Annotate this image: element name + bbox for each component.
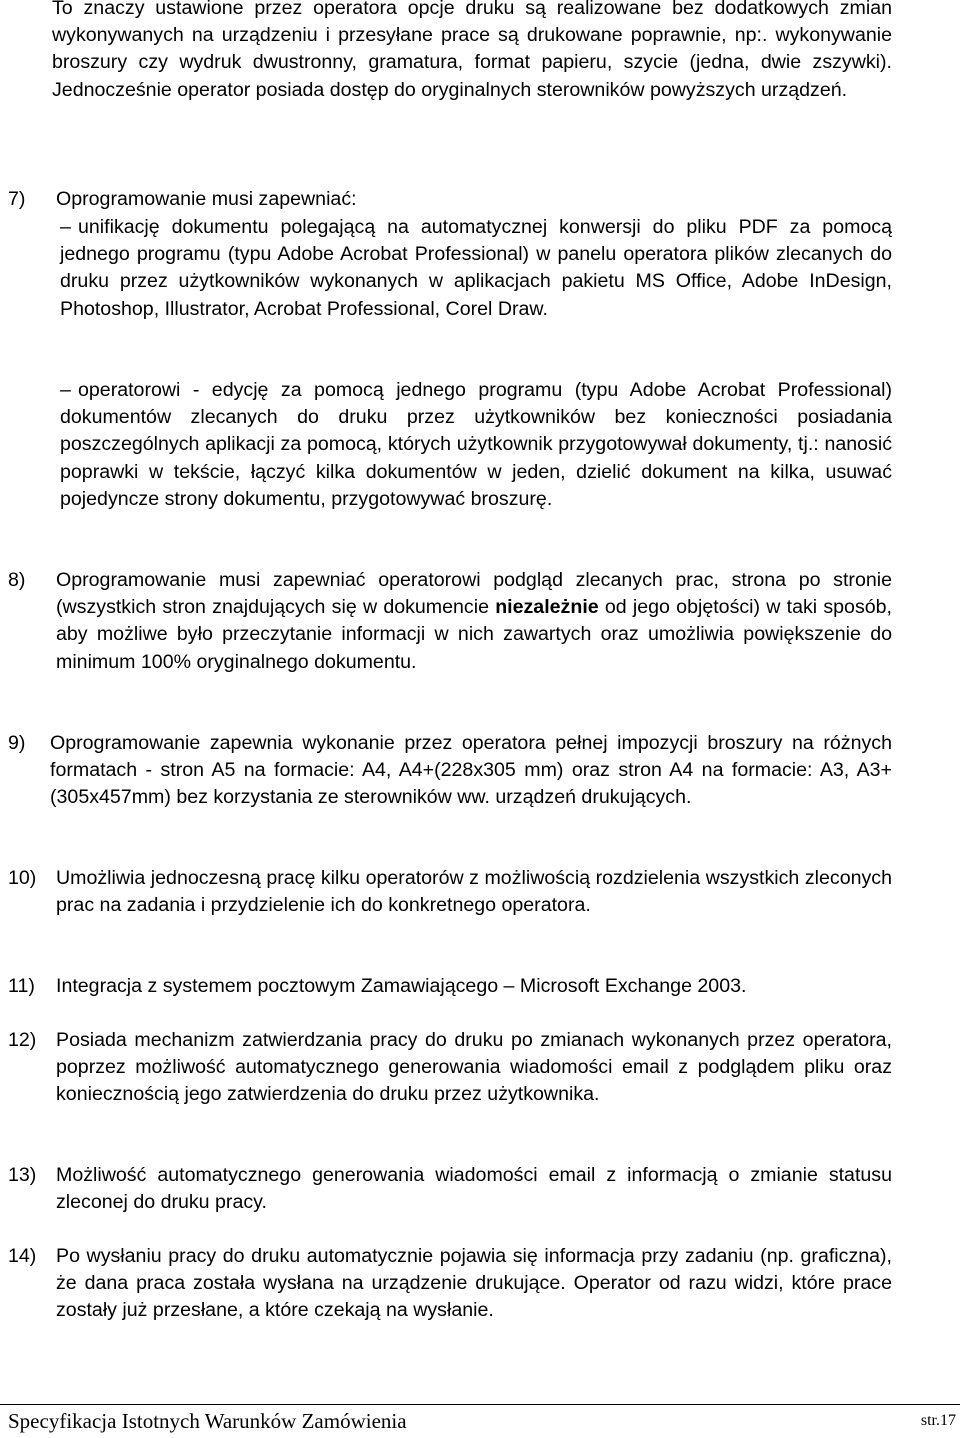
- intro-paragraph: To znaczy ustawione przez operatora opcje druku są realizowane bez dodatkowych zmian wykonywanych na urządzeniu i przesyłane prace są drukowane poprawnie, np:. wykonywanie broszury czy wydruk dwustronny, gramatura, format papieru, szycie (jedna, dwie zszywki). Jednocześnie operator posiada dostęp do oryginalnych sterowników powyższych urządzeń.: [52, 0, 892, 101]
- item-text: [56, 567, 892, 676]
- item-text: Umożliwia jednoczesną pracę kilku operatorów z możliwością rozdzielenia wszystkich zleconych prac na zadania i przydzielenie ich do konkretnego operatora.: [56, 867, 892, 917]
- sub-item-editing: [60, 377, 892, 513]
- item-text-part: od jego objętości) w taki sposób, aby możliwe było przeczytanie informacji w nich zawartych oraz umożliwia powiększenie do minimum 100% oryginalnego dokumentu.: [56, 596, 892, 673]
- item-number: 7): [8, 188, 26, 210]
- list-item-12: [8, 1027, 892, 1109]
- item-text: Oprogramowanie zapewnia wykonanie przez operatora pełnej impozycji broszury na różnych formatach - stron A5 na formacie: A4, A4+(228x305 mm) oraz stron A4 na formacie: A3, A3+(305x457mm) bez korzystania ze sterowników ww. urządzeń drukujących.: [50, 732, 892, 809]
- item-number: 11): [8, 975, 35, 997]
- item-text: Po wysłaniu pracy do druku automatycznie pojawia się informacja przy zadaniu (np. graficzna), że dana praca została wysłana na urządzenie drukujące. Operator od razu widzi, które prace zostały już przesłane, a które czekają na wysłanie.: [56, 1245, 892, 1322]
- list-item-7: [8, 186, 892, 213]
- item-number: 10): [8, 867, 37, 889]
- item-text: Posiada mechanizm zatwierdzania pracy do druku po zmianach wykonanych przez operatora, poprzez możliwość automatycznego generowania wiadomości email z podglądem pliku oraz koniecznością jego zatwierdzenia do druku przez użytkownika.: [56, 1029, 892, 1106]
- footer-divider: [0, 1404, 960, 1405]
- sub-item-unification: [60, 214, 892, 323]
- item-text-part: Oprogramowanie musi zapewniać operatorowi podgląd zlecanych prac, strona po stronie (wszystkich stron znajdujących się w dokumencie: [56, 569, 892, 619]
- list-item-10: [8, 865, 892, 919]
- item-text: Oprogramowanie musi zapewniać:: [56, 188, 357, 210]
- list-item-13: [8, 1162, 892, 1216]
- footer-document-title: Specyfikacja Istotnych Warunków Zamówienia: [8, 1409, 407, 1433]
- item-number: 12): [8, 1029, 37, 1051]
- dash-bullet: –: [60, 216, 71, 238]
- item-number: 9): [8, 732, 26, 754]
- item-text: Możliwość automatycznego generowania wiadomości email z informacją o zmianie statusu zleconej do druku pracy.: [56, 1164, 892, 1214]
- dash-bullet: –: [60, 379, 71, 401]
- list-item-8: [8, 567, 892, 676]
- sub-item-text: unifikację dokumentu polegającą na automatycznej konwersji do pliku PDF za pomocą jednego programu (typu Adobe Acrobat Professional) w panelu operatora plików zlecanych do druku przez użytkowników wykonanych w aplikacjach pakietu MS Office, Adobe InDesign, Photoshop, Illustrator, Acrobat Professional, Corel Draw.: [60, 216, 892, 320]
- list-item-11: [8, 973, 892, 1000]
- emphasis-text: niezależnie: [495, 596, 599, 619]
- item-number: 14): [8, 1245, 37, 1267]
- list-item-9: [8, 730, 892, 812]
- footer-page-number: str.17: [920, 1412, 956, 1429]
- item-number: 13): [8, 1164, 37, 1186]
- list-item-14: [8, 1243, 892, 1325]
- item-text: Integracja z systemem pocztowym Zamawiającego – Microsoft Exchange 2003.: [56, 975, 747, 997]
- item-number: 8): [8, 569, 26, 591]
- sub-item-text: operatorowi - edycję za pomocą jednego programu (typu Adobe Acrobat Professional) dokumentów zlecanych do druku przez użytkowników bez konieczności posiadania poszczególnych aplikacji za pomocą, których użytkownik przygotowywał dokumenty, tj.: nanosić poprawki w tekście, łączyć kilka dokumentów w jeden, dzielić dokument na kilka, usuwać pojedyncze strony dokumentu, przygotowywać broszurę.: [60, 379, 892, 510]
